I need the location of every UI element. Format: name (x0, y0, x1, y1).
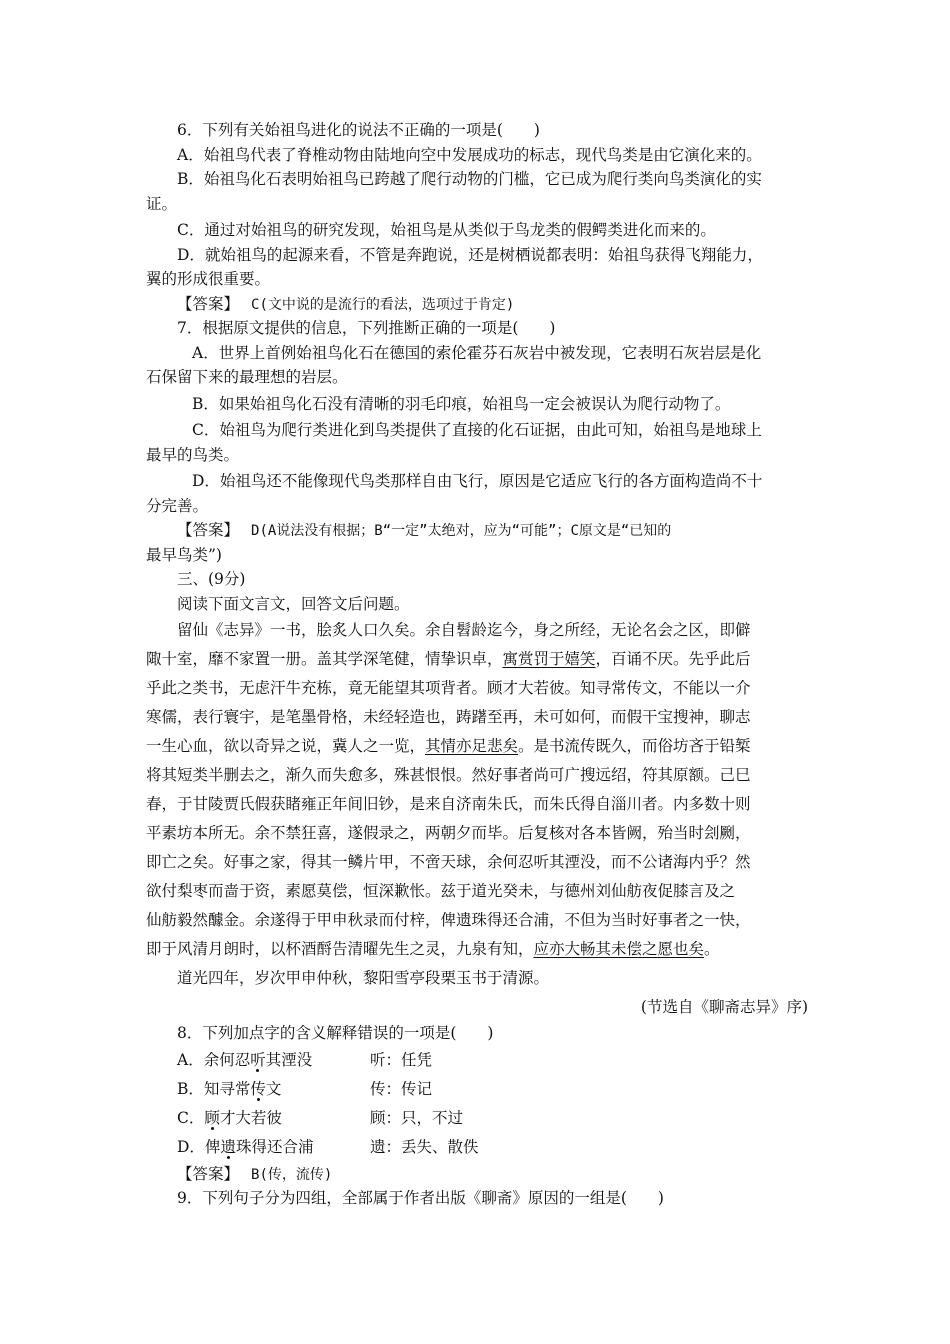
passage-line: 即于风清月朗时，以杯酒酹告清曜先生之灵，九泉有知，应亦大畅其未偿之愿也矣。 (146, 940, 720, 958)
q7-option-c-line2: 最早的鸟类。 (146, 445, 240, 464)
q7-answer-line1 (146, 518, 808, 543)
dotted-char: 听 (250, 1050, 266, 1069)
passage-line: 仙舫毅然醵金。余遂得于甲申秋录而付梓，俾遗珠得还合浦，不但为当时好事者之一快， (146, 911, 751, 929)
q7-option-a-line1: A．世界上首例始祖鸟化石在德国的索伦霍芬石灰岩中被发现，它表明石灰岩层是化 (192, 343, 762, 362)
underlined-phrase: 寓赏罚于嬉笑 (502, 650, 596, 668)
underlined-phrase: 其情亦足悲矣 (425, 737, 519, 755)
q8-answer-text: B(传，流传) (251, 1166, 333, 1183)
passage-line: 留仙《志异》一书，脍炙人口久矣。余自髫龄迄今，身之所经，无论名会之区，即僻 (177, 621, 751, 639)
passage-line: 欲付梨枣而啬于资，素愿莫偿，恒深歉怅。兹于道光癸未，与德州刘仙舫夜促膝言及之 (146, 882, 736, 900)
passage-line: 寒儒，表行寰宇，是笔墨骨格，未经轻造也，踌躇至再，未可如何，而假干宝搜神，聊志 (146, 708, 751, 726)
q7-answer-line2: 最早鸟类”) (146, 545, 222, 564)
q8-explanation: 顾：只，不过 (370, 1108, 464, 1127)
q6-option-d-line1: D．就始祖鸟的起源来看，不管是奔跑说，还是树栖说都表明：始祖鸟获得飞翔能力， (177, 245, 763, 264)
passage-source: (节选自《聊斋志异》序) (640, 998, 808, 1016)
q7-option-b: B．如果始祖鸟化石没有清晰的羽毛印痕，始祖鸟一定会被误认为爬行动物了。 (192, 394, 731, 413)
q8-explanation: 听：任凭 (370, 1050, 433, 1069)
passage-line: 平素坊本所无。余不禁狂喜，遂假录之，两朝夕而毕。后复核对各本皆阙，殆当时刽劂， (146, 824, 751, 842)
passage-line: 春，于甘陵贾氏假获睹雍正年间旧钞，是来自济南朱氏，而朱氏得自淄川者。内多数十则 (146, 795, 751, 813)
q7-option-c-line1: C．始祖鸟为爬行类进化到鸟类提供了直接的化石证据，由此可知，始祖鸟是地球上 (192, 421, 762, 439)
dotted-char: 顾 (204, 1108, 220, 1127)
document-page (146, 118, 808, 1211)
passage-signature: 道光四年，岁次甲申仲秋，黎阳雪亭段栗玉书于清源。 (177, 969, 550, 987)
q9-stem: 9．下列句子分为四组，全部属于作者出版《聊斋》原因的一组是( ) (177, 1189, 664, 1207)
q6-option-b-line2: 证。 (146, 194, 178, 213)
q6-option-d-line2: 翼的形成很重要。 (146, 270, 271, 288)
q8-explanation: 传：传记 (370, 1079, 433, 1098)
q7-stem: 7．根据原文提供的信息，下列推断正确的一项是( ) (177, 319, 556, 337)
q6-option-b-line1: B．始祖鸟化石表明始祖鸟已跨越了爬行动物的门槛，它已成为爬行类向鸟类演化的实 (177, 170, 762, 188)
q8-option: A．余何忍听其湮没 听：任凭 (177, 1050, 433, 1069)
q6-answer-text: C(文中说的是流行的看法，选项过于肯定) (251, 296, 515, 313)
dotted-char: 遗 (220, 1137, 236, 1156)
q8-stem: 8．下列加点字的含义解释错误的一项是( ) (177, 1024, 494, 1042)
q7-option-d-line2: 分完善。 (146, 496, 209, 515)
section-intro: 阅读下面文言文，回答文后问题。 (177, 594, 410, 613)
q7-answer-text: D(A说法没有根据；B“一定”太绝对，应为“可能”；C原文是“已知的 (251, 523, 672, 539)
q8-option: D．俾遗珠得还合浦 遗：丢失、散佚 (177, 1137, 479, 1156)
passage-line: 陬十室，靡不家置一册。盖其学深笔健，情挚识卓，寓赏罚于嬉笑，百诵不厌。先乎此后 (146, 650, 751, 668)
passage-line: 将其短类半删去之，渐久而失愈多，殊甚恨恨。然好事者尚可广搜远绍，符其原额。己巳 (146, 766, 751, 784)
answer-label: 【答案】 (177, 294, 240, 313)
underlined-phrase: 应亦大畅其未偿之愿也矣 (533, 940, 705, 958)
q6-option-a: A．始祖鸟代表了脊椎动物由陆地向空中发展成功的标志，现代鸟类是由它演化来的。 (177, 145, 762, 164)
q7-option-d-line1: D．始祖鸟还不能像现代鸟类那样自由飞行，原因是它适应飞行的各方面构造尚不十 (192, 472, 763, 490)
q8-option: B．知寻常传文 传：传记 (177, 1079, 433, 1098)
q8-explanation: 遗：丢失、散佚 (370, 1137, 479, 1156)
passage-line: 即亡之矣。好事之家，得其一鳞片甲，不啻天球，余何忍听其湮没，而不公诸海内乎？然 (146, 853, 751, 871)
answer-label: 【答案】 (177, 1164, 240, 1183)
passage-line: 一生心血，欲以奇异之说，冀人之一览，其情亦足悲矣。是书流传既久，而俗坊吝于铅椠 (146, 737, 751, 755)
q6-answer (146, 292, 808, 317)
q8-option: C．顾才大若彼 顾：只，不过 (177, 1108, 464, 1127)
q6-stem: 6．下列有关始祖鸟进化的说法不正确的一项是( ) (177, 121, 540, 139)
section-heading: 三、(9分) (177, 570, 246, 588)
q6-option-c: C．通过对始祖鸟的研究发现，始祖鸟是从类似于鸟龙类的假鳄类进化而来的。 (177, 221, 716, 239)
answer-label: 【答案】 (177, 521, 240, 539)
passage-line: 乎此之类书，无虑汗牛充栋，竟无能望其项背者。顾才大若彼。知寻常传文，不能以一介 (146, 679, 751, 697)
q8-answer (146, 1162, 808, 1187)
q7-option-a-line2: 石保留下来的最理想的岩层。 (146, 368, 348, 386)
dotted-char: 传 (250, 1079, 266, 1098)
